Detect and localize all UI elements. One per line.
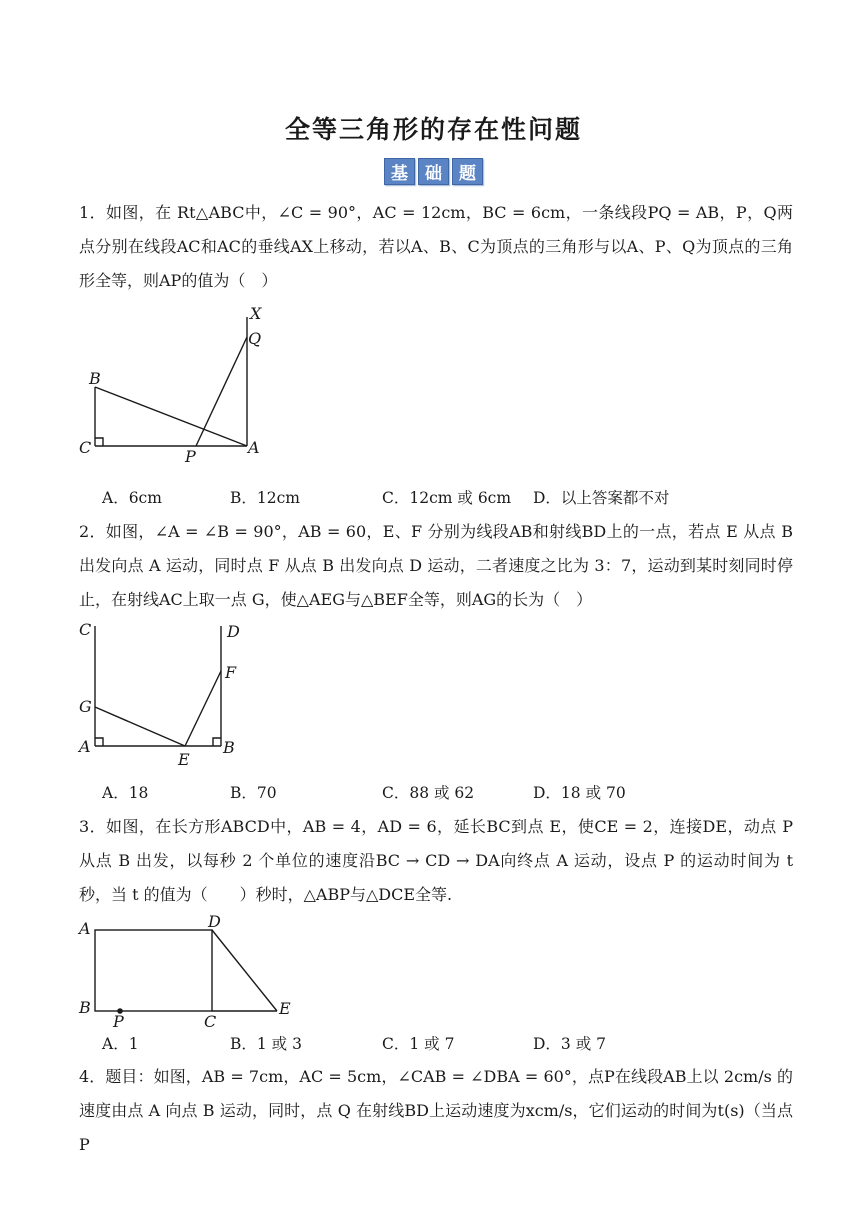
label-b: B xyxy=(89,369,101,388)
label-a: A xyxy=(79,919,91,938)
option-d[interactable]: D．3 或 7 xyxy=(533,1035,607,1053)
option-b[interactable]: B．12cm xyxy=(230,489,300,507)
section-badge xyxy=(0,158,867,185)
option-c[interactable]: C．1 或 7 xyxy=(382,1035,455,1053)
label-c: C xyxy=(204,1012,217,1031)
label-d: D xyxy=(227,622,240,641)
option-d[interactable]: D．以上答案都不对 xyxy=(533,489,670,507)
label-c: C xyxy=(79,620,92,639)
question-3-text: 3．如图，在长方形ABCD中，AB = 4，AD = 6，延长BC到点 E，使CE = 2，连接DE，动点 P 从点 B 出发，以每秒 2 个单位的速度沿BC → CD → DA向终点 A 运动，设点 P 的运动时间为 t 秒，当 t 的值为（ ）秒时，△ABP与△DCE全等. xyxy=(79,817,793,904)
segment-ba xyxy=(95,387,247,446)
right-angle-mark xyxy=(95,438,103,446)
option-a[interactable]: A．6cm xyxy=(102,489,162,507)
label-e: E xyxy=(279,999,291,1018)
label-a: A xyxy=(248,438,260,457)
label-e: E xyxy=(178,750,190,769)
option-b[interactable]: B．1 或 3 xyxy=(230,1035,302,1053)
option-a[interactable]: A．1 xyxy=(102,1035,139,1053)
label-b: B xyxy=(223,738,235,757)
badge-char: 础 xyxy=(418,158,449,185)
label-a: A xyxy=(79,737,91,756)
label-p: P xyxy=(113,1012,124,1031)
label-f: F xyxy=(225,663,237,682)
label-p: P xyxy=(185,447,196,466)
label-d: D xyxy=(208,912,221,931)
segment-ge xyxy=(95,707,185,746)
segment-ef xyxy=(185,671,221,746)
question-2-text: 2．如图，∠A = ∠B = 90°，AB = 60，E、F 分别为线段AB和射线BD上的一点，若点 E 从点 B 出发向点 A 运动，同时点 F 从点 B 出发向点 D 运动，二者速度之比为 3：7，运动到某时刻同时停止，在射线AC上取一点 G，使△AEG与△BEF全等，则AG的长为（ ） xyxy=(79,522,793,609)
badge-char: 基 xyxy=(384,158,415,185)
page-title: 全等三角形的存在性问题 xyxy=(284,115,582,144)
right-angle-mark-b xyxy=(213,738,221,746)
option-a[interactable]: A．18 xyxy=(102,784,149,802)
badge-char: 题 xyxy=(452,158,483,185)
label-x: X xyxy=(250,304,262,323)
label-c: C xyxy=(79,438,92,457)
question-1-figure xyxy=(78,305,288,465)
option-b[interactable]: B．70 xyxy=(230,784,277,802)
option-d[interactable]: D．18 或 70 xyxy=(533,784,626,802)
label-b: B xyxy=(79,998,91,1017)
option-c[interactable]: C．88 或 62 xyxy=(382,784,475,802)
label-g: G xyxy=(79,697,92,716)
right-angle-mark-a xyxy=(95,738,103,746)
segment-de xyxy=(212,930,277,1011)
question-4-text: 4．题目：如图，AB = 7cm，AC = 5cm，∠CAB = ∠DBA = 60°，点P在线段AB上以 2cm/s 的速度由点 A 向点 B 运动，同时，点 Q 在射线BD上运动速度为xcm/s，它们运动的时间为t(s)（当点 P xyxy=(79,1067,793,1154)
question-1-text: 1．如图，在 Rt△ABC中，∠C = 90°，AC = 12cm，BC = 6cm，一条线段PQ = AB，P，Q两点分别在线段AC和AC的垂线AX上移动，若以A、B、C为顶点的三角形与以A、P、Q为顶点的三角形全等，则AP的值为（ ） xyxy=(79,203,793,290)
question-2-figure xyxy=(78,620,258,770)
option-c[interactable]: C．12cm 或 6cm xyxy=(382,489,512,507)
question-3-figure xyxy=(78,910,298,1031)
rectangle-abcd xyxy=(95,930,212,1011)
label-q: Q xyxy=(248,329,262,348)
segment-pq xyxy=(196,337,247,446)
